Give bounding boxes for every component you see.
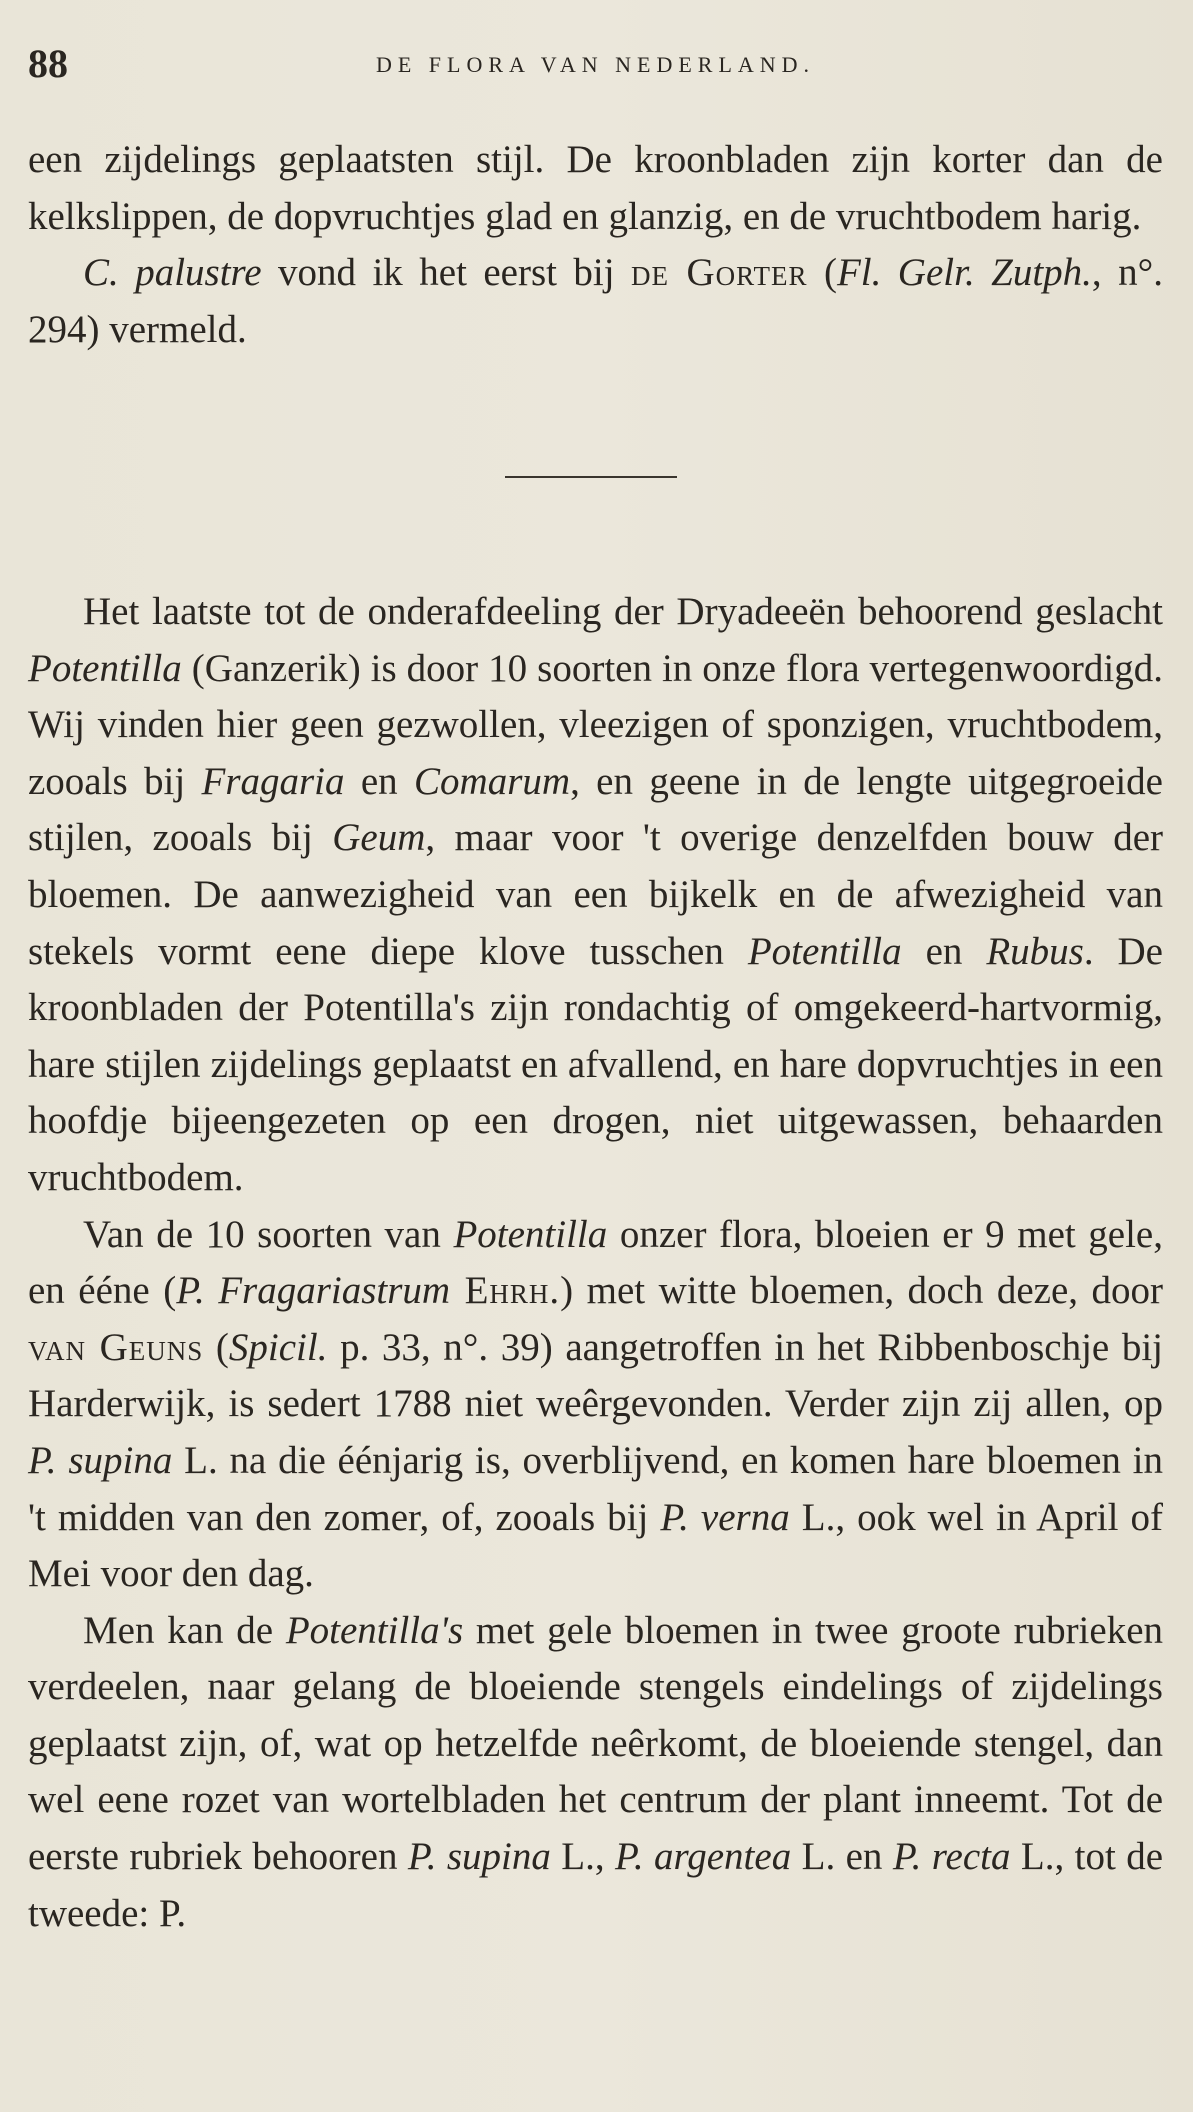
text-run: en xyxy=(344,759,415,803)
author-name: van Geuns xyxy=(28,1325,204,1369)
text-run: ) met witte bloemen, doch deze, door xyxy=(560,1269,1163,1313)
text-run: en xyxy=(901,929,987,973)
text-run: L., tot de tweede: P. xyxy=(28,1835,1164,1935)
text-block-top xyxy=(28,132,1163,358)
species-name: P. supina xyxy=(28,1438,173,1482)
species-name: P. recta xyxy=(892,1835,1011,1879)
text-run: onzer flora, bloeien er 9 met gele, en ééne ( xyxy=(28,1212,1163,1313)
text-run: L., xyxy=(550,1835,616,1879)
genus-name: Geum xyxy=(332,816,426,860)
reference-title: Fl. Gelr. Zutph. xyxy=(836,251,1092,295)
genus-name: Potentilla's xyxy=(285,1608,464,1652)
genus-name: Potentilla xyxy=(747,929,902,973)
text-run: ( xyxy=(203,1325,229,1369)
author-name: Ehrh. xyxy=(450,1269,561,1313)
section-divider xyxy=(505,476,677,478)
paragraph xyxy=(28,584,1163,1207)
text-run: Men kan de xyxy=(83,1608,286,1652)
species-name: P. argentea xyxy=(615,1835,792,1879)
species-name: P. supina xyxy=(407,1835,551,1879)
text-block-main xyxy=(28,584,1163,1942)
text-run: met gele bloemen in twee groote rubrieken verdeelen, naar gelang de bloeiende stengels eindelings of zijdelings geplaatst zijn, of, wat op hetzelfde neêrkomt, de bloeiende stengel, dan wel eene rozet van wortelbladen het centrum der plant inneemt. Tot de eerste rubriek behooren xyxy=(28,1608,1164,1879)
text-run: Het laatste tot de onderafdeeling der Dryadeeën behoorend geslacht xyxy=(83,590,1163,633)
paragraph xyxy=(28,1207,1163,1603)
species-name: P. verna xyxy=(660,1495,790,1539)
genus-name: Potentilla xyxy=(453,1212,608,1256)
text-run: L. en xyxy=(791,1835,893,1879)
genus-name: Comarum xyxy=(414,759,571,803)
species-name: C. palustre xyxy=(83,251,262,295)
genus-name: Rubus xyxy=(986,929,1084,973)
species-name: P. Fragariastrum xyxy=(176,1269,451,1313)
text-run: p. 33, n°. 39) aangetroffen in het Ribbenboschje bij Harderwijk, is sedert 1788 niet weêrgevonden. Verder zijn zij allen, op xyxy=(28,1325,1163,1426)
page-header xyxy=(28,40,1163,90)
paragraph: een zijdelings geplaatsten stijl. De kroonbladen zijn korter dan de kelkslippen, de dopvruchtjes glad en glanzig, en de vruchtbodem harig. xyxy=(28,138,1163,238)
paragraph xyxy=(28,245,1163,358)
running-title: DE FLORA VAN NEDERLAND. xyxy=(375,52,816,77)
paragraph xyxy=(28,1603,1163,1943)
text-run: , maar voor 't overige denzelfden bouw der bloemen. De aanwezigheid van een bijkelk en de afwezigheid van stekels vormt eene diepe klove tusschen xyxy=(28,816,1163,973)
page-number: 88 xyxy=(28,41,68,86)
text-run: (Ganzerik) is door 10 soorten in onze flora vertegenwoordigd. Wij vinden hier geen gezwollen, vleezigen of sponzigen, vruchtbodem, zooals bij xyxy=(28,646,1163,803)
reference-title: Spicil. xyxy=(228,1325,328,1369)
genus-name: Potentilla xyxy=(28,646,182,690)
text-run: , n°. 294) vermeld. xyxy=(28,251,1163,351)
text-run: , en geene in de lengte uitgegroeide stijlen, zooals bij xyxy=(28,759,1163,860)
text-run: . De kroonbladen der Potentilla's zijn rondachtig of omgekeerd-hartvormig, hare stijlen zijdelings geplaatst en afvallend, en hare dopvruchtjes in een hoofdje bijeengezeten op een drogen, niet uitgewassen, behaarden vruchtbodem. xyxy=(28,929,1163,1199)
text-run: Van de 10 soorten van xyxy=(83,1212,454,1256)
author-name: de Gorter xyxy=(631,251,808,295)
text-run: ( xyxy=(807,251,837,295)
text-run: L., ook wel in April of Mei voor den dag. xyxy=(28,1495,1163,1596)
genus-name: Fragaria xyxy=(201,759,345,803)
text-run: vond ik het eerst bij xyxy=(261,251,632,295)
text-run: L. na die éénjarig is, overblijvend, en komen hare bloemen in 't midden van den zomer, of, zooals bij xyxy=(28,1438,1164,1539)
